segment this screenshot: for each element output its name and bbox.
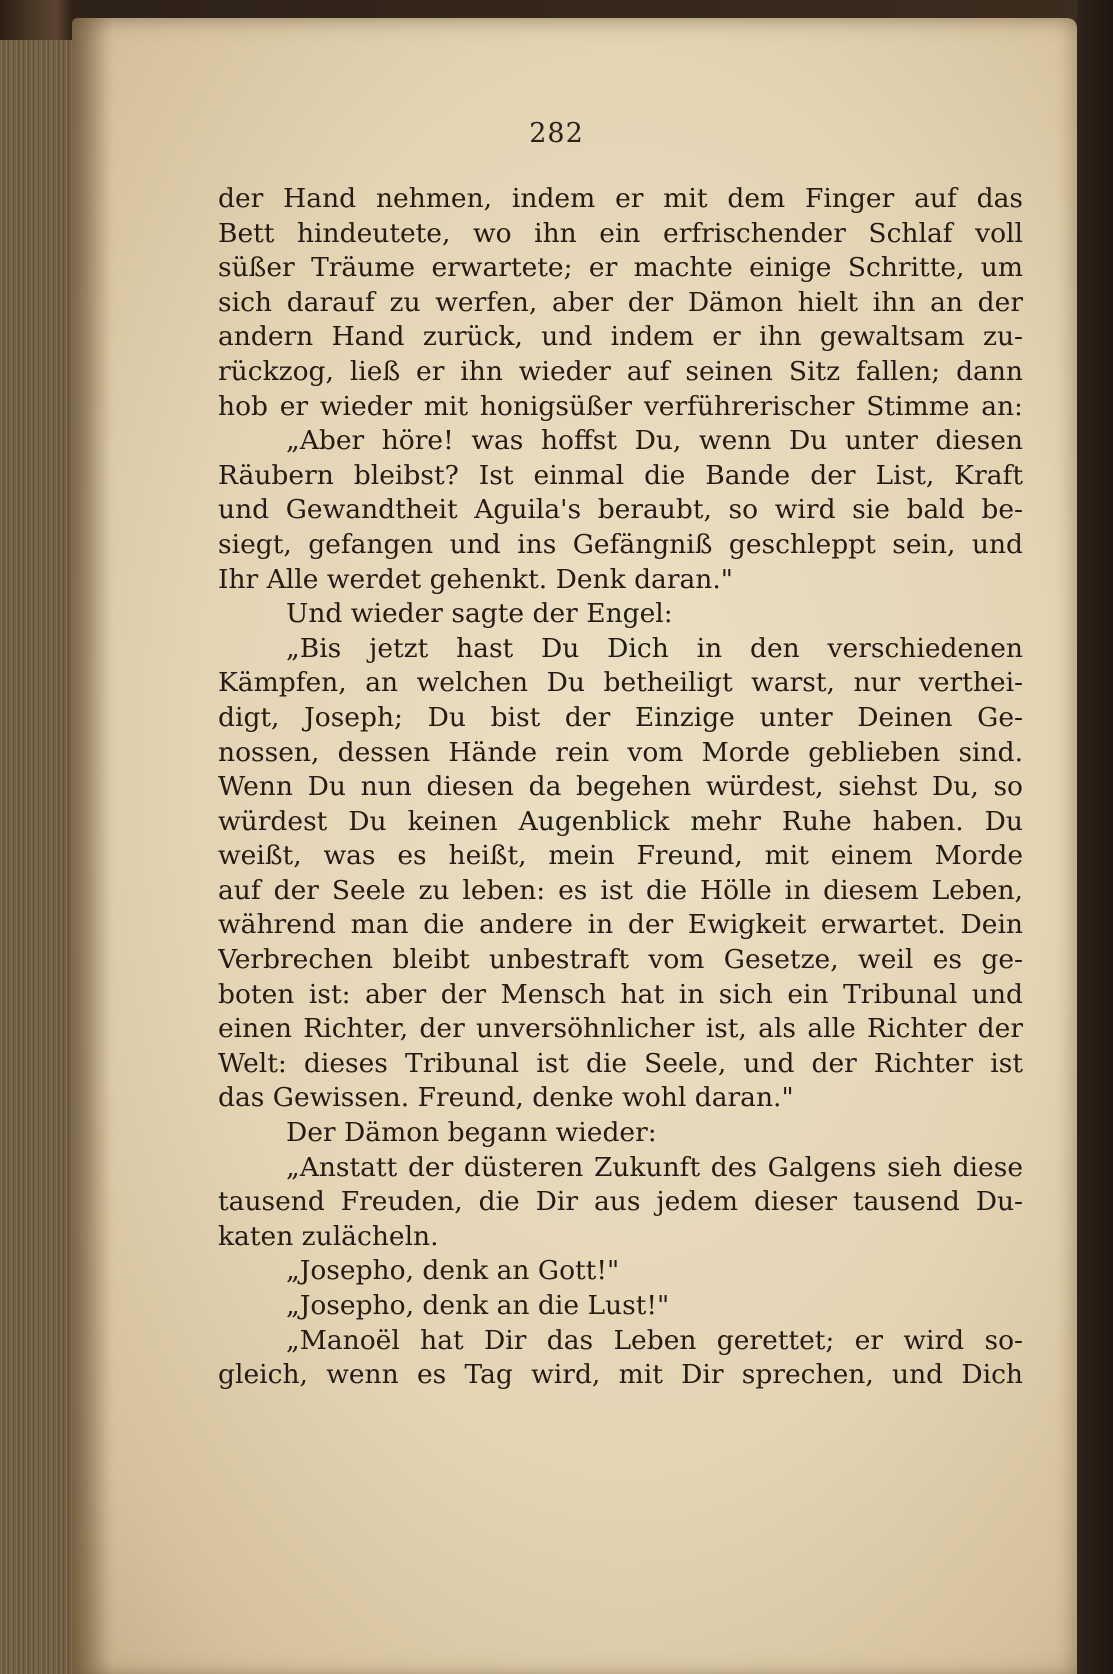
text-line: hob er wieder mit honigsüßer verführerischer Stimme an: <box>218 390 1023 422</box>
text-line: der Hand nehmen, indem er mit dem Finger auf das <box>218 183 1023 214</box>
text-line: Und wieder sagte der Engel: <box>286 598 673 630</box>
book-cover-edge <box>1077 0 1113 1674</box>
text-line: boten ist: aber der Mensch hat in sich ein Tribunal und <box>218 978 1023 1010</box>
text-line: tausend Freuden, die Dir aus jedem dieser tausend Du- <box>218 1186 1023 1218</box>
text-line: „Aber höre! was hoffst Du, wenn Du unter diesen <box>286 425 1023 457</box>
text-line: rückzog, ließ er ihn wieder auf seinen Sitz fallen; dann <box>218 355 1023 387</box>
text-line: siegt, gefangen und ins Gefängniß geschleppt sein, und <box>218 528 1023 560</box>
text-line: Der Dämon begann wieder: <box>286 1117 657 1149</box>
gutter-shadow <box>72 18 112 1674</box>
text-line: „Bis jetzt hast Du Dich in den verschiedenen <box>286 632 1023 664</box>
text-line: während man die andere in der Ewigkeit erwartet. Dein <box>218 909 1023 941</box>
text-line: einen Richter, der unversöhnlicher ist, als alle Richter der <box>218 1013 1023 1045</box>
text-line: nossen, dessen Hände rein vom Morde geblieben sind. <box>218 736 1023 768</box>
text-line: Wenn Du nun diesen da begehen würdest, siehst Du, so <box>218 771 1023 803</box>
text-line: katen zulächeln. <box>218 1220 439 1252</box>
text-line: süßer Träume erwartete; er machte einige Schritte, um <box>218 252 1023 284</box>
text-line: andern Hand zurück, und indem er ihn gewaltsam zu- <box>218 321 1023 353</box>
text-line: Verbrechen bleibt unbestraft vom Gesetze, weil es ge- <box>218 944 1023 976</box>
text-line: „Josepho, denk an die Lust!" <box>286 1290 670 1321</box>
text-line: „Josepho, denk an Gott!" <box>286 1255 620 1287</box>
page-number: 282 <box>529 118 584 149</box>
text-line: weißt, was es heißt, mein Freund, mit einem Morde <box>218 840 1023 872</box>
text-line: Bett hindeutete, wo ihn ein erfrischender Schlaf voll <box>218 217 1023 249</box>
text-line: „Anstatt der düsteren Zukunft des Galgens sieh diese <box>286 1151 1023 1183</box>
text-line: und Gewandtheit Aguila's beraubt, so wird sie bald be- <box>218 494 1023 526</box>
body-text <box>218 182 1023 1393</box>
text-line: Welt: dieses Tribunal ist die Seele, und der Richter ist <box>218 1047 1023 1079</box>
text-line: Kämpfen, an welchen Du betheiligt warst, nur verthei- <box>218 667 1023 699</box>
text-line: gleich, wenn es Tag wird, mit Dir sprechen, und Dich <box>218 1359 1023 1391</box>
text-line: würdest Du keinen Augenblick mehr Ruhe haben. Du <box>218 805 1023 837</box>
text-line: Räubern bleibst? Ist einmal die Bande der List, Kraft <box>218 459 1023 491</box>
text-line: sich darauf zu werfen, aber der Dämon hielt ihn an der <box>218 286 1023 318</box>
text-line: auf der Seele zu leben: es ist die Hölle in diesem Leben, <box>218 874 1023 906</box>
text-line: das Gewissen. Freund, denke wohl daran." <box>218 1082 794 1114</box>
text-line: Ihr Alle werdet gehenkt. Denk daran." <box>218 563 733 595</box>
text-line: digt, Joseph; Du bist der Einzige unter Deinen Ge- <box>218 701 1023 733</box>
text-line: „Manoël hat Dir das Leben gerettet; er wird so- <box>286 1324 1023 1356</box>
